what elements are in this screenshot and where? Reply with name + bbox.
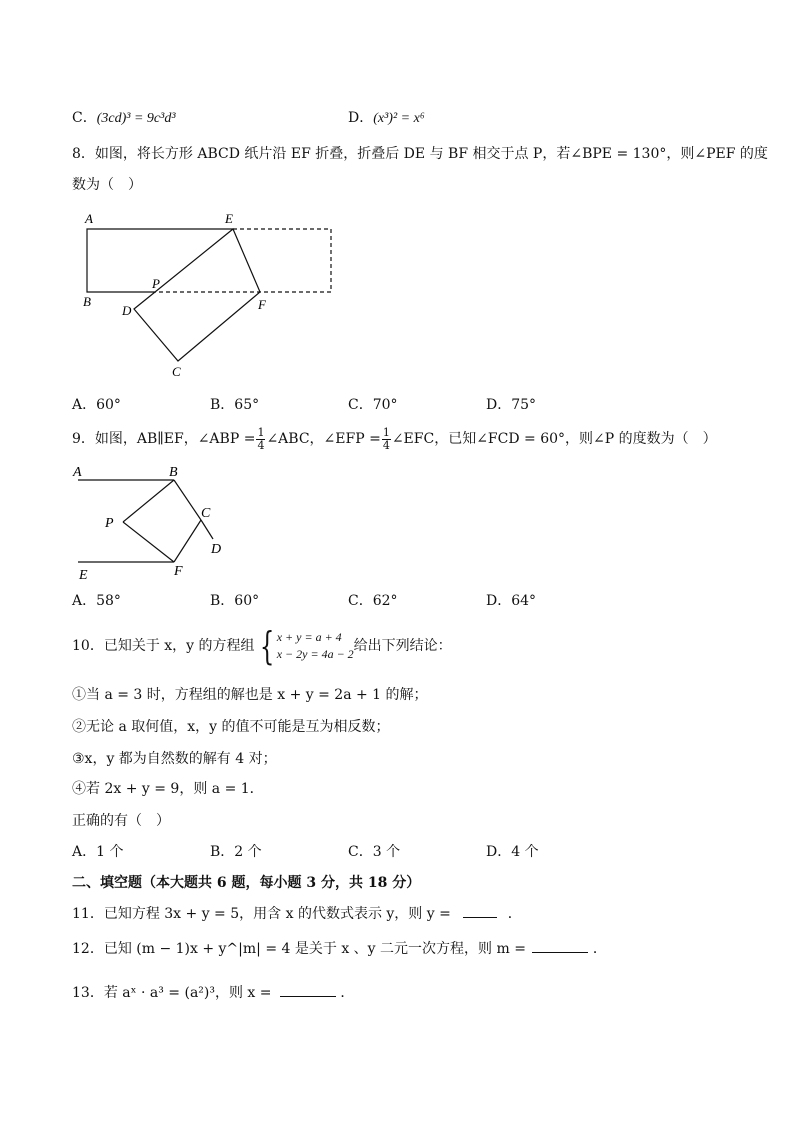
q9-label-b: B [169,465,178,480]
q10-option-d: D．4 个 [486,844,539,860]
q9-option-a: A．58° [72,593,121,609]
q9-option-c: C．62° [348,593,398,609]
q13-text: 13．若 aˣ · a³ = (a²)³，则 x = [72,985,272,1001]
q10-stem-prefix: 10．已知关于 x，y 的方程组 [72,638,255,654]
q8-folded-quad [134,229,260,361]
q9-line-pb [123,480,174,522]
q8-label-a: A [85,211,93,226]
q9-option-b: B．60° [210,593,260,609]
q10-question: 正确的有（ ） [72,813,170,829]
q8-label-f: F [258,297,266,312]
q12 [72,940,607,958]
q12-text: 12．已知 (m − 1)x + y^|m| = 4 是关于 x 、y 二元一次方程，则 m = [72,941,526,957]
q10-equation-1: x + y = a + 4 [276,630,342,644]
q12-end: ． [592,941,607,957]
q7-option-d-label: D． [348,110,374,126]
q8-figure [70,205,350,385]
q10-stem-suffix: 给出下列结论： [353,638,452,654]
q9-line-cd [201,520,213,539]
q9-label-f: F [174,564,183,579]
q9-label-c: C [201,506,211,521]
q8-label-p: P [152,276,160,291]
q11-text: 11．已知方程 3x + y = 5，用含 x 的代数式表示 y，则 y = [72,906,451,922]
q10-options [72,843,624,861]
q9-stem-mid1: ∠ABC，∠EFP = [266,431,381,447]
q9-fraction-2: $\frac{1}{4}$ [382,425,390,452]
q9-label-p: P [105,516,114,531]
q10-conclusion-3: ③x，y 都为自然数的解有 4 对； [72,751,277,767]
q9-stem-mid2: ∠EFC，已知∠FCD = 60°，则∠P 的度数为（ ） [391,431,717,447]
q10-option-b: B．2 个 [210,844,262,860]
q10-option-a: A．1 个 [72,844,124,860]
q7-option-d [348,109,425,128]
q9-stem-prefix: 9．如图，AB∥EF，∠ABP = [72,431,256,447]
q13 [72,984,354,1002]
q8-rect-dashed [155,229,331,292]
q10-conclusion-2: ②无论 a 取何值，x，y 的值不可能是互为相反数； [72,719,390,735]
q10-option-c: C．3 个 [348,844,401,860]
q8-stem-line1: 8．如图，将长方形 ABCD 纸片沿 EF 折叠，折叠后 DE 与 BF 相交于点 P，若∠BPE = 130°，则∠PEF 的度 [72,146,768,162]
q10-conclusion-1: ①当 a = 3 时，方程组的解也是 x + y = 2a + 1 的解； [72,687,428,703]
q11-answer-blank [463,905,497,918]
q8-label-c: C [172,364,181,379]
q9-line-fc [174,520,201,562]
q8-option-d: D．75° [486,397,537,413]
q9-figure [70,460,240,585]
q9-line-pf [123,522,174,562]
q8-option-a: A．60° [72,397,121,413]
q9-fraction-1: $\frac{1}{4}$ [257,425,265,452]
q10-equation-2: x − 2y = 4a − 2 [276,647,354,661]
q10-equation-system: { x + y = a + 4 x − 2y = 4a − 2 [259,624,354,668]
q7-option-c-label: C． [72,110,97,126]
q8-option-c: C．70° [348,397,398,413]
q7-option-d-expr: (x³)² = x⁶ [373,111,425,126]
q9-line-bc [174,480,201,520]
q13-answer-blank [280,984,336,997]
q9-stem [72,424,717,454]
q12-answer-blank [532,940,588,953]
section-2-title: 二、填空题（本大题共 6 题，每小题 3 分，共 18 分） [72,875,421,891]
q8-label-b: B [83,294,91,309]
q13-end: ． [340,985,355,1001]
q9-label-d: D [211,542,222,557]
q9-label-e: E [79,568,88,583]
q8-options [72,396,624,414]
q9-label-a: A [73,465,82,480]
q8-label-d: D [122,303,132,318]
q8-label-e: E [225,211,233,226]
q8-option-b: B．65° [210,397,260,413]
q7-option-c-expr: (3cd)³ = 9c³d³ [96,111,176,126]
q10-stem [72,626,452,666]
q10-conclusion-4: ④若 2x + y = 9，则 a = 1． [72,781,264,797]
q11-end: ． [507,906,522,922]
q8-stem-line2: 数为（ ） [72,177,142,193]
q9-option-d: D．64° [486,593,537,609]
q11 [72,905,522,923]
q7-option-c [72,109,176,128]
q8-rect-solid [87,229,233,292]
q9-options [72,592,624,610]
